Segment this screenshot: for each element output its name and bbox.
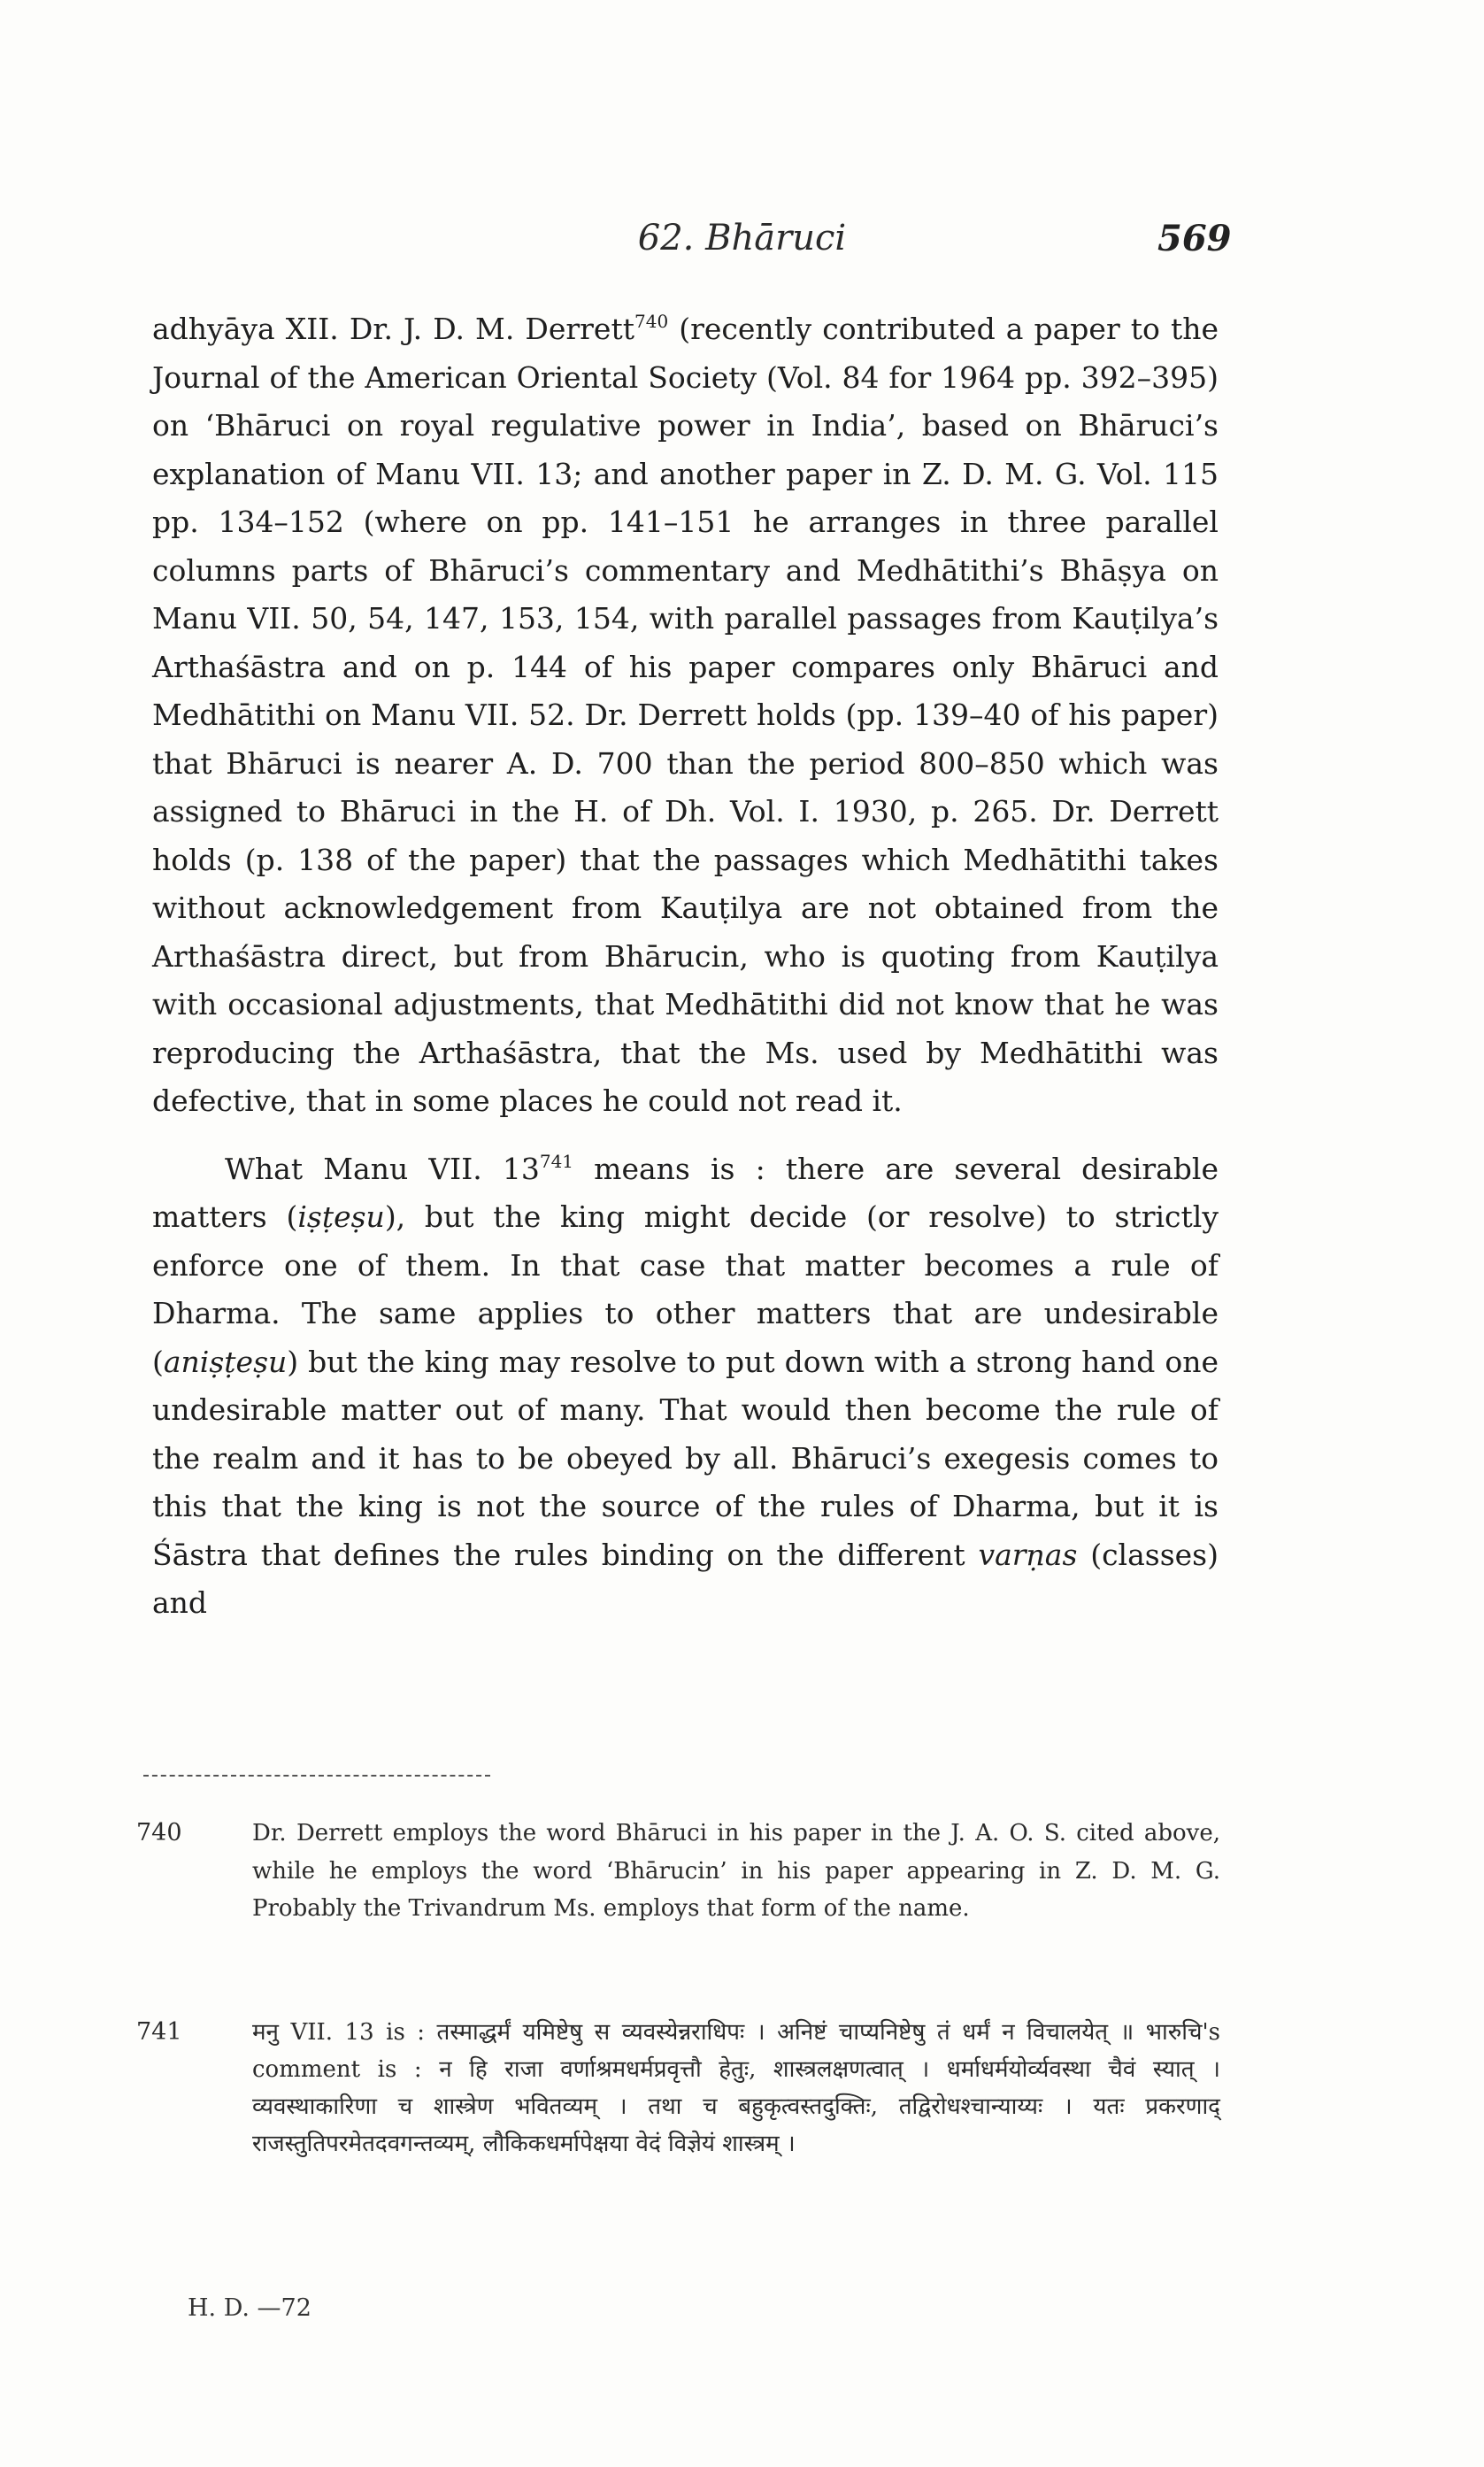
paragraph-2-text-d: ) but the king may resolve to put down with a strong hand one undesirable matter out of many. That would then become the rule of the realm and it has to be obeyed by all. Bhāruci’s exegesis comes to this that the king is not the source of the rules of Dharma, but it is Śāstra that defines the rules binding on the different [152,1344,1219,1572]
footnote-number: 740 [136,1819,182,1846]
main-text [152,305,1219,1628]
footnote-text: Dr. Derrett employs the word Bhāruci in his paper in the J. A. O. S. cited above, while he employs the word ‘Bhārucin’ in his paper appearing in Z. D. M. G. Probably the Trivandrum Ms. employs that form of the name. [252,1820,1220,1922]
paragraph-2-text-b: means is : there are several desirable matters ( [152,1151,1219,1234]
footnote-number: 741 [136,2018,182,2046]
footnote-ref-741: 741 [539,1150,574,1172]
paragraph-1 [152,305,1219,1126]
paragraph-1-text-a: adhyāya XII. Dr. J. D. M. Derrett [152,312,634,346]
paragraph-2 [152,1145,1219,1628]
paragraph-1-text-b: (recently contributed a paper to the Journal of the American Oriental Society (Vol. 84 for 1964 pp. 392–395) on ‘Bhāruci on royal regulative power in India’, based on Bhāruci’s explanation of Manu VII. 13; and another paper in Z. D. M. G. Vol. 115 pp. 134–152 (where on pp. 141–151 he arranges in three parallel columns parts of Bhāruci’s commentary and Medhātithi’s Bhāṣya on Manu VII. 50, 54, 147, 153, 154, with parallel passages from Kauṭilya’s Arthaśāstra and on p. 144 of his paper compares only Bhāruci and Medhātithi on Manu VII. 52. Dr. Derrett holds (pp. 139–40 of his paper) that Bhāruci is nearer A. D. 700 than the period 800–850 which was assigned to Bhāruci in the H. of Dh. Vol. I. 1930, p. 265. Dr. Derrett holds (p. 138 of the paper) that the passages which Medhātithi takes without acknowledgement from Kauṭilya are not obtained from the Arthaśāstra direct, but from Bhārucin, who is quoting from Kauṭilya with occasional adjustments, that Medhātithi did not know that he was reproducing the Arthaśāstra, that the Ms. used by Medhātithi was defective, that in some places he could not read it. [152,312,1219,1118]
paragraph-2-text-e: (classes) and [152,1537,1219,1620]
signature-mark: H. D. —72 [188,2294,311,2322]
term-istesu: iṣṭeṣu [297,1199,385,1234]
running-title: 62. Bhāruci [637,218,847,258]
paragraph-2-text-c: ), but the king might decide (or resolve) to strictly enforce one of them. In that case that matter becomes a rule of Dharma. The same applies to other matters that are undesirable ( [152,1199,1219,1379]
page-header [0,218,1484,264]
term-varnas: varṇas [978,1537,1078,1572]
page-number: 569 [1157,218,1232,259]
footnote-ref-740: 740 [634,311,669,332]
footnote-text: मनु VII. 13 is : तस्माद्धर्मं यमिष्टेषु स व्यवस्येन्नराधिपः । अनिष्टं चाप्यनिष्टेषु तं धर्मं न विचालयेत् ॥ भारुचि's comment is : न हि राजा वर्णाश्रमधर्मप्रवृत्तौ हेतुः, शास्त्रलक्षणत्वात् । धर्माधर्मयोर्व्यवस्था चैवं स्यात् । व्यवस्थाकारिणा च शास्त्रेण भवितव्यम् । तथा च बहुकृत्वस्तदुक्तिः, तद्विरोधश्चान्याय्यः । यतः प्रकरणाद् राजस्तुतिपरमेतदवगन्तव्यम्, लौकिकधर्मापेक्षया वेदं विज्ञेयं शास्त्रम् । [252,2019,1220,2157]
term-anistesu: aniṣṭeṣu [163,1344,288,1379]
paragraph-2-text-a: What Manu VII. 13 [225,1151,540,1186]
footnote-separator [143,1775,490,1777]
